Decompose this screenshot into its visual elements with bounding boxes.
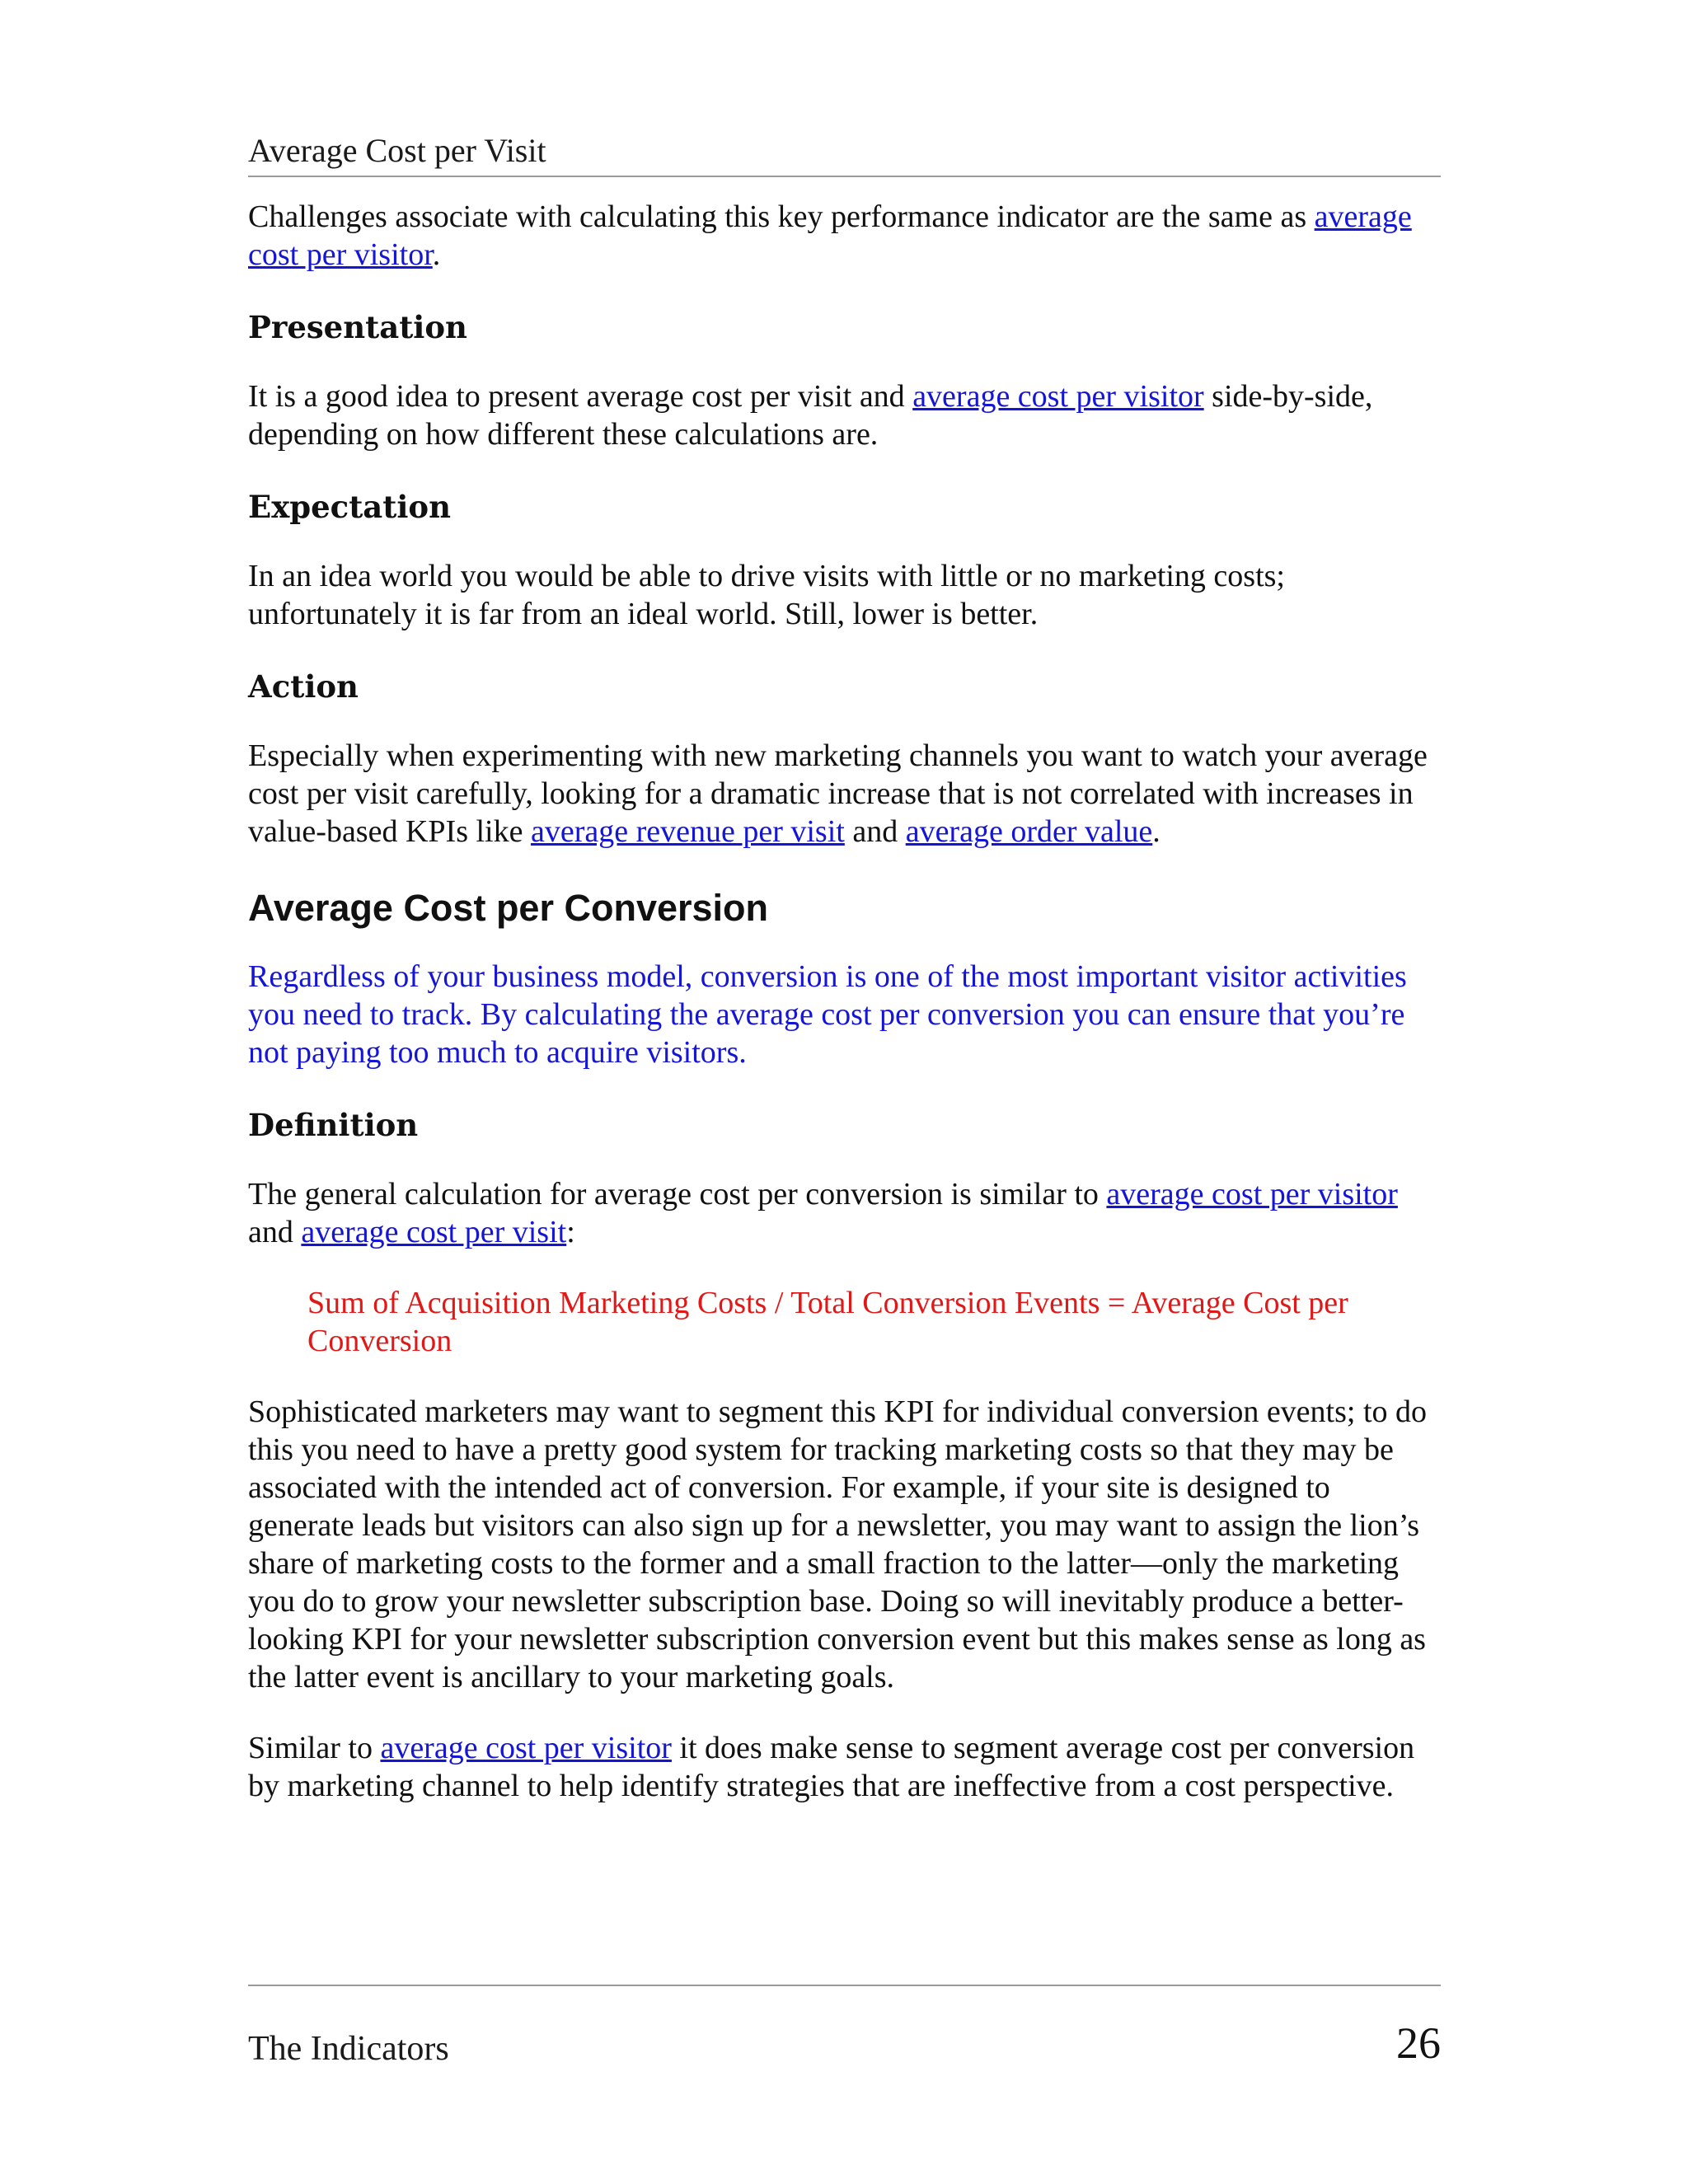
definition-text: The general calculation for average cost per conversion is similar to xyxy=(248,1177,1099,1212)
action-period: . xyxy=(1152,814,1160,849)
definition-paragraph xyxy=(248,1175,1441,1251)
formula: Sum of Acquisition Marketing Costs / Total Conversion Events = Average Cost per Conversion xyxy=(307,1286,1348,1358)
footer-divider xyxy=(248,1985,1441,1986)
presentation-paragraph xyxy=(248,377,1441,453)
expectation-paragraph: In an idea world you would be able to drive visits with little or no marketing costs; unfortunately it is far from an ideal world. Still, lower is better. xyxy=(248,559,1285,631)
link-average-cost-per-visitor[interactable]: average cost per visitor xyxy=(248,199,1412,272)
running-header: Average Cost per Visit xyxy=(248,128,1441,177)
link-average-cost-per-visit[interactable]: average cost per visit xyxy=(301,1215,567,1249)
link-average-revenue-per-visit[interactable]: average revenue per visit xyxy=(530,814,845,849)
similar-text-a: Similar to xyxy=(248,1731,373,1765)
similar-text-b: it does make sense to segment average cost per conversion by marketing channel to help identify strategies that are ineffective from a cost perspective. xyxy=(248,1731,1415,1803)
expectation-heading: Expectation xyxy=(248,489,451,525)
link-average-cost-per-visitor[interactable]: average cost per visitor xyxy=(380,1731,672,1765)
presentation-text-b: side-by-side, depending on how different these calculations are. xyxy=(248,379,1373,452)
definition-and: and xyxy=(248,1215,293,1249)
link-average-order-value[interactable]: average order value xyxy=(905,814,1153,849)
definition-colon: : xyxy=(566,1215,575,1249)
intro-period: . xyxy=(432,237,441,272)
link-average-cost-per-visitor[interactable]: average cost per visitor xyxy=(1106,1177,1398,1212)
action-and: and xyxy=(852,814,898,849)
action-text: Especially when experimenting with new marketing channels you want to watch your average cost per visit carefully, looking for a dramatic increase that is not correlated with increases in value-based KPIs like xyxy=(248,738,1428,849)
page-number: 26 xyxy=(1396,2018,1441,2068)
segment-paragraph: Sophisticated marketers may want to segment this KPI for individual conversion events; to do this you need to have a pretty good system for tracking marketing costs so that they may be associated with the intended act of conversion. For example, if your site is designed to generate leads but visitors can also sign up for a newsletter, you may want to assign the lion’s share of marketing costs to the former and a small fraction to the latter—only the marketing you do to grow your newsletter subscription base. Doing so will inevitably produce a better-looking KPI for your newsletter subscription conversion event but this makes sense as long as the latter event is ancillary to your marketing goals. xyxy=(248,1394,1428,1694)
link-average-cost-per-visitor[interactable]: average cost per visitor xyxy=(912,379,1204,414)
presentation-text-a: It is a good idea to present average cost per visit and xyxy=(248,379,905,414)
footer-chapter-title: The Indicators xyxy=(248,2030,449,2068)
section-summary: Regardless of your business model, conversion is one of the most important visitor activities you need to track. By calculating the average cost per conversion you can ensure that you’re not paying too much to acquire visitors. xyxy=(248,959,1407,1070)
document-page xyxy=(248,0,1441,2184)
action-paragraph xyxy=(248,737,1441,851)
intro-paragraph xyxy=(248,198,1441,274)
similar-paragraph xyxy=(248,1729,1441,1805)
action-heading: Action xyxy=(248,668,359,705)
presentation-heading: Presentation xyxy=(248,309,467,345)
definition-heading: Definition xyxy=(248,1107,419,1143)
intro-text: Challenges associate with calculating this key performance indicator are the same as xyxy=(248,199,1307,234)
section-title: Average Cost per Conversion xyxy=(248,887,769,929)
page-content xyxy=(248,198,1441,1838)
